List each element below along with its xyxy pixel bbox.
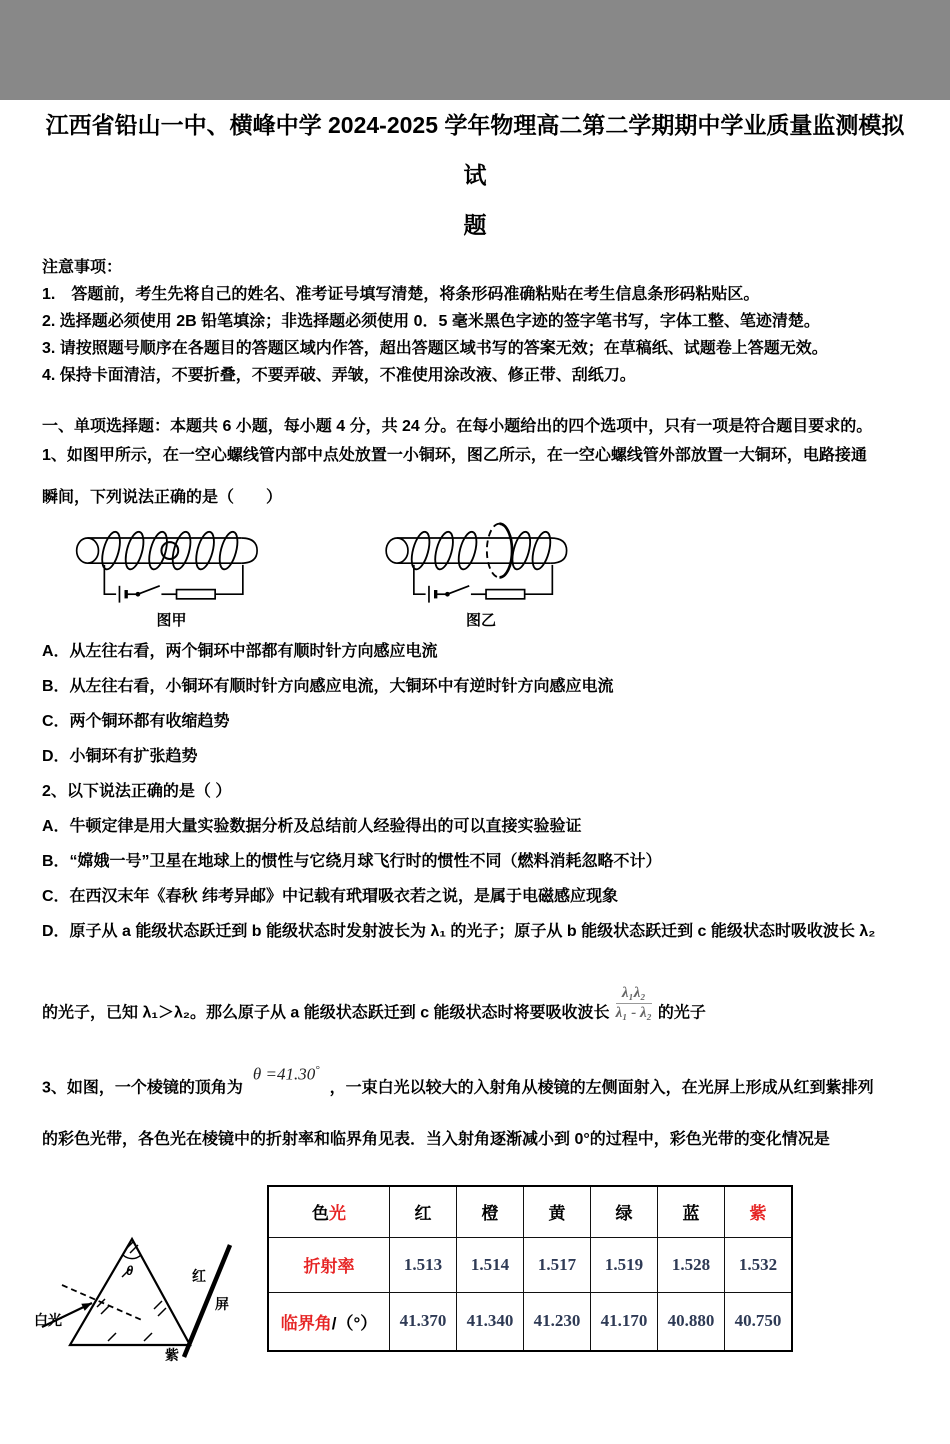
apex-angle-arc	[123, 1255, 141, 1259]
table-header-row	[268, 1186, 792, 1238]
table-cell: 1.519	[591, 1237, 658, 1292]
glass-hatch-marks	[97, 1241, 166, 1341]
question-2-stem: 2、以下说法正确的是（ ）	[42, 783, 232, 800]
table-cell: 1.532	[725, 1237, 793, 1292]
prism-triangle	[70, 1239, 190, 1345]
coil-group	[99, 530, 241, 571]
exam-title	[42, 100, 908, 250]
white-light-label: 白光	[34, 1311, 62, 1328]
fraction-numerator: λ₁λ₂	[616, 985, 652, 1004]
q1-option-b: B．从左往右看，小铜环有顺时针方向感应电流，大铜环中有逆时针方向感应电流	[42, 678, 614, 695]
header-violet: 紫	[725, 1186, 793, 1238]
table-cell: 1.513	[390, 1237, 457, 1292]
notice-item-4: 4. 保持卡面清洁，不要折叠，不要弄破、弄皱，不准使用涂改液、修正带、刮纸刀。	[42, 367, 636, 384]
critical-angle-row	[268, 1292, 792, 1351]
q3-stem-after: ，一束白光以较大的入射角从棱镜的左侧面射入，在光屏上形成从红到紫排列	[329, 1079, 874, 1097]
degree-symbol: °	[315, 1064, 320, 1077]
header-red: 红	[390, 1186, 457, 1238]
header-green: 绿	[591, 1186, 658, 1238]
question-1-figures	[54, 517, 908, 630]
header-yellow: 黄	[524, 1186, 591, 1238]
circuit-group	[104, 565, 242, 603]
notice-item-3: 3. 请按照题号顺序在各题目的答题区域内作答，超出答题区域书写的答案无效；在草稿纸、试题卷上答题无效。	[42, 340, 828, 357]
q1-option-d: D．小铜环有扩张趋势	[42, 748, 198, 765]
circuit-group	[414, 565, 552, 603]
coil-group	[408, 530, 553, 571]
red-end-label: 红	[192, 1267, 206, 1284]
table-cell: 1.514	[457, 1237, 524, 1292]
figure-yi-label: 图乙	[465, 612, 496, 629]
header-blue: 蓝	[658, 1186, 725, 1238]
fraction-denominator: λ₁ - λ₂	[615, 1005, 652, 1022]
header-cell-color-light: 色光	[268, 1186, 390, 1238]
refraction-table	[267, 1185, 793, 1352]
notice-heading: 注意事项：	[42, 259, 123, 276]
exam-paper-page	[0, 100, 950, 1444]
q2-cont-after: 的光子	[657, 1004, 706, 1022]
table-cell: 1.517	[524, 1237, 591, 1292]
q3-stem-before: 3、如图，一个棱镜的顶角为	[42, 1079, 243, 1097]
theta-value: θ =41.30	[252, 1064, 316, 1084]
solenoid-jia-drawing	[54, 517, 289, 611]
table-cell: 40.880	[658, 1292, 725, 1351]
question-3-figure-and-table	[34, 1185, 908, 1363]
figure-jia-label: 图甲	[156, 612, 187, 629]
table-cell: 41.370	[390, 1292, 457, 1351]
small-copper-ring	[161, 542, 178, 559]
refraction-label: 折射率	[268, 1237, 390, 1292]
solenoid-yi-drawing	[367, 517, 595, 611]
solenoid-figure-yi	[367, 517, 595, 630]
large-copper-ring	[487, 524, 512, 578]
q2-option-a: A．牛顿定律是用大量实验数据分析及总结前人经验得出的可以直接实验验证	[42, 818, 582, 835]
resistor-icon	[486, 590, 525, 599]
apex-angle-formula	[253, 1057, 320, 1088]
wavelength-fraction	[616, 985, 652, 1023]
header-orange: 橙	[457, 1186, 524, 1238]
table-cell: 1.528	[658, 1237, 725, 1292]
refraction-index-row	[268, 1237, 792, 1292]
prism-figure	[34, 1233, 239, 1368]
q2-cont-before: 的光子，已知 λ₁＞λ₂。那么原子从 a 能级状态跃迁到 c 能级状态时将要吸收波长	[42, 1004, 610, 1022]
table-cell: 41.230	[524, 1292, 591, 1351]
q1-option-c: C．两个铜环都有收缩趋势	[42, 713, 230, 730]
q2-option-d: D．原子从 a 能级状态跃迁到 b 能级状态时发射波长为 λ₁ 的光子；原子从 b 能级状态跃迁到 c 能级状态时吸收波长 λ₂	[42, 923, 876, 940]
screen-label: 屏	[215, 1295, 229, 1312]
table-cell: 41.340	[457, 1292, 524, 1351]
q2-option-c: C．在西汉末年《春秋 纬考异邮》中记载有玳瑁吸衣若之说，是属于电磁感应现象	[42, 888, 619, 905]
prism-drawing	[34, 1233, 239, 1363]
switch-icon	[138, 586, 160, 594]
critical-angle-label: 临界角/（°）	[268, 1292, 390, 1351]
exam-title-line1: 江西省铅山一中、横峰中学 2024-2025 学年物理高二第二学期期中学业质量监测模拟试	[45, 112, 905, 188]
section-1-heading: 一、单项选择题：本题共 6 小题，每小题 4 分，共 24 分。在每小题给出的四个选项中，只有一项是符合题目要求的。	[42, 418, 873, 435]
q2-option-d-continuation	[42, 985, 908, 1026]
solenoid-figure-jia	[54, 517, 289, 630]
question-3-stem-line2: 的彩色光带，各色光在棱镜中的折射率和临界角见表．当入射角逐渐减小到 0°的过程中，彩色光带的变化情况是	[42, 1130, 830, 1148]
q1-option-a: A．从左往右看，两个铜环中部都有顺时针方向感应电流	[42, 643, 438, 660]
table-cell: 41.170	[591, 1292, 658, 1351]
question-3-stem-line1	[42, 1064, 908, 1102]
exam-title-line2: 题	[463, 212, 487, 238]
q2-option-b: B．“嫦娥一号”卫星在地球上的惯性与它绕月球飞行时的惯性不同（燃料消耗忽略不计）	[42, 853, 662, 870]
table-cell: 40.750	[725, 1292, 793, 1351]
switch-icon	[447, 586, 469, 594]
resistor-icon	[177, 590, 216, 599]
violet-end-label: 紫	[165, 1346, 179, 1363]
notice-item-1: 1. 答题前，考生先将自己的姓名、准考证号填写清楚，将条形码准确粘贴在考生信息条形码粘贴区。	[42, 286, 760, 303]
question-1-stem-line2: 瞬间，下列说法正确的是（ ）	[42, 489, 283, 506]
notice-item-2: 2. 选择题必须使用 2B 铅笔填涂；非选择题必须使用 0．5 毫米黑色字迹的签字笔书写，字体工整、笔迹清楚。	[42, 313, 820, 330]
question-1-stem-line1: 1、如图甲所示，在一空心螺线管内部中点处放置一小铜环，图乙所示，在一空心螺线管外部放置一大铜环，电路接通	[42, 447, 867, 464]
theta-label: θ	[126, 1262, 134, 1278]
